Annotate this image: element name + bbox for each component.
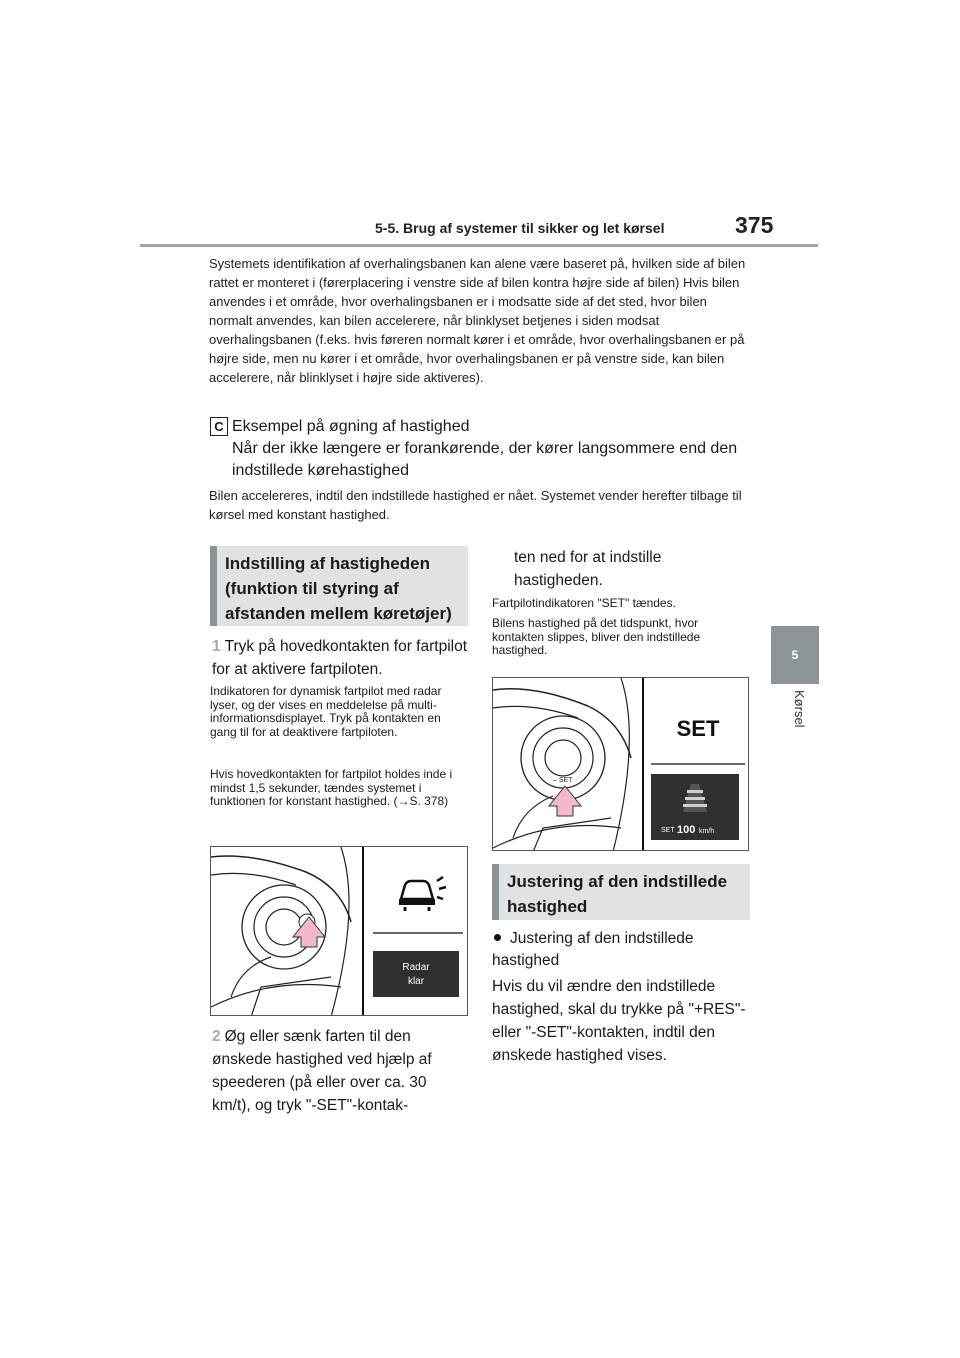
display-ready-text: klar: [407, 976, 425, 987]
step-number: 2: [212, 1028, 221, 1045]
set-switch-label: – SET: [553, 777, 573, 784]
display-unit: km/h: [699, 828, 715, 835]
arrow-icon: [293, 917, 325, 947]
display-set-small: SET: [661, 827, 675, 834]
set-indicator-text: SET: [676, 716, 720, 741]
bullet-text: Justering af den indstillede hastighed: [492, 930, 694, 969]
step-text: Tryk på hovedkontakten for fartpilot for at aktivere fartpiloten.: [212, 638, 468, 678]
step-1: [212, 635, 467, 681]
example-subtitle: Når der ikke længere er forankørende, der kører langsommere end den indstillede kørehastighed: [232, 440, 738, 479]
adjust-body: Hvis du vil ændre den indstillede hastighed, skal du trykke på "+RES"- eller "-SET"-kontakten, indtil den ønskede hastighed vises.: [492, 978, 746, 1064]
header-rule: [140, 244, 818, 247]
arrow-icon: [549, 786, 581, 816]
note-set-indicator: Fartpilotindikatoren "SET" tændes.: [492, 596, 676, 610]
intro-paragraph: Systemets identifikation af overhalingsbanen kan alene være baseret på, hvilken side af bilen rattet er monteret i (førerplacering i venstre side af bilen kontra højre side af bilen) Hvis bilen anvendes i et område, hvor overhalingsbanen er i modsatte side af det sted, hvor bilen normalt anvendes, kan bilen accelerere, når blinklyset betjenes i siden modsat overhalingsbanen (f.eks. hvis føreren normalt kører i et område, hvor overhalingsbanen er på højre side, men nu kører i et område, hvor overhalingsbanen er på venstre side, kan bilen accelerere, når blinklyset i højre side aktiveres).: [209, 256, 746, 385]
figure-set-switch: [492, 677, 749, 851]
figure-steering-main-switch: [210, 846, 468, 1016]
step-number: 1: [212, 638, 221, 655]
radar-cruise-icon: [399, 877, 446, 911]
note-set-speed: Bilens hastighed på det tidspunkt, hvor kontakten slippes, bliver den indstillede hastighed.: [492, 616, 701, 657]
example-note: Bilen accelereres, indtil den indstillede hastighed er nået. Systemet vender herefter tilbage til kørsel med konstant hastighed.: [209, 488, 742, 522]
step-2: [212, 1025, 467, 1117]
set-switch-illustration: [493, 678, 749, 851]
bullet-adjust: [492, 928, 747, 972]
step-2-continuation: ten ned for at indstille hastigheden.: [514, 549, 662, 589]
example-marker: C: [210, 417, 228, 436]
section-title: 5-5. Brug af systemer til sikker og let kørsel: [375, 220, 665, 236]
note-hold-switch: Hvis hovedkontakten for fartpilot holdes inde i mindst 1,5 sekunder, tændes systemet i funktionen for konstant hastighed. (→S. 378): [210, 767, 453, 808]
bullet-dot-icon: [494, 934, 501, 941]
section-heading-adjust: Justering af den indstillede hastighed: [492, 864, 750, 920]
example-heading: [232, 416, 752, 482]
steering-illustration: [211, 847, 468, 1016]
chapter-tab: 5: [771, 626, 819, 684]
example-title: Eksempel på øgning af hastighed: [232, 418, 470, 435]
chapter-label: Kørsel: [792, 690, 807, 728]
step-text: Øg eller sænk farten til den ønskede hastighed ved hjælp af speederen (på eller over ca. 30 km/t), og tryk "-SET"-kontak-: [212, 1028, 432, 1114]
display-speed: 100: [677, 824, 696, 836]
note-indicator: Indikatoren for dynamisk fartpilot med radar lyser, og der vises en meddelelse på multi-informationsdisplayet. Tryk på kontakten en gang til for at deaktivere fartpiloten.: [210, 684, 442, 739]
display-radar-text: Radar: [402, 962, 430, 973]
section-heading-speed-setting: Indstilling af hastigheden (funktion til styring af afstanden mellem køretøjer): [210, 546, 468, 626]
page-number: 375: [735, 212, 774, 238]
